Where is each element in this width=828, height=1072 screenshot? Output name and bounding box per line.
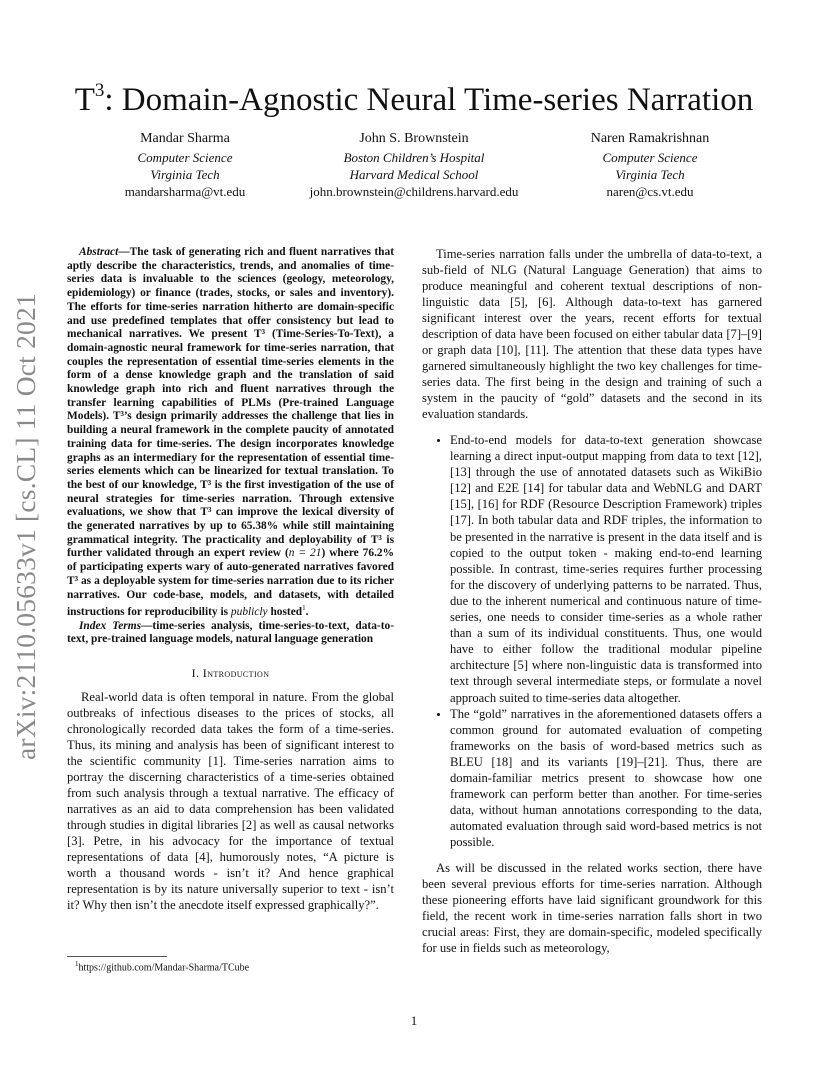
challenge-list <box>422 432 762 850</box>
author-department: Computer Science <box>137 150 233 165</box>
title-rest: : Domain-Agnostic Neural Time-series Narration <box>104 82 754 118</box>
author-institution: Virginia Tech <box>615 167 685 182</box>
title-superscript: 3 <box>94 80 105 101</box>
abstract-text-3: hosted <box>267 606 303 619</box>
list-item: • End-to-end models for data-to-text generation showcase learning a direct input-output mapping from data to text [12], [13] through the use of annotated datasets such as WikiBio [12] and E2E [14] for tabular data and WebNLG and DART [15], [16] for RDF (Resource Description Framework) triples [17]. In both tabular data and RDF triples, the information to be presented in the narrative is present in the data itself and is copied to the output token - making end-to-end learning possible. In contrast, time-series requires further processing for the discovery of underlying patterns to be narrated. Thus, due to the inherent numerical and continuous nature of time-series, one needs to consider time-series as a whole rather than a sum of its individual constituents. Thus, one would have to either follow the traditional modular pipeline architecture [5] where non-linguistic data is transformed into text through several intermediate steps, or formulate a novel approach suited to time-series data altogether. <box>450 432 762 706</box>
body-paragraph-1: Time-series narration falls under the umbrella of data-to-text, a sub-field of NLG (Natural Language Generation) that aims to produce meaningful and coherent textual descriptions of non-linguistic data [5], [6]. Although data-to-text has garnered significant interest over the years, recent efforts for textual description of data have been focused on either tabular data [7]–[9] or graph data [10], [11]. The attention that these data types have garnered simultaneously highlight the two key challenges for time-series data. The first being in the design and training of such a system in the paucity of “gold” datasets and the second in its evaluation standards. <box>422 247 762 421</box>
author-email: john.brownstein@childrens.harvard.edu <box>309 184 519 199</box>
paper-title <box>40 72 788 121</box>
author-name: John S. Brownstein <box>359 131 469 146</box>
page-number: 1 <box>410 1013 418 1028</box>
author-block-3 <box>535 130 765 200</box>
abstract-publicly: publicly <box>230 606 268 619</box>
abstract-lead: Abstract <box>79 246 119 258</box>
right-column <box>422 246 762 966</box>
title-t: T <box>74 82 95 118</box>
footnote-divider <box>67 956 167 957</box>
abstract <box>67 246 394 620</box>
abstract-text-2: ) where 76.2% of participating experts wary of auto-generated narratives favored T³ as a deployable system for time-series narration due to its richer narratives. Our code-base, models, and datasets, with detailed instructions for reproducibility is <box>67 547 394 619</box>
author-department: Boston Children’s Hospital <box>343 150 485 165</box>
index-terms-lead: Index Terms <box>79 619 142 632</box>
left-column <box>67 246 394 913</box>
footnote-marker: 1 <box>302 604 306 613</box>
index-terms-text: —time-series analysis, time-series-to-text, data-to-text, pre-trained language models, natural language generation <box>67 619 394 646</box>
body-paragraph-2: As will be discussed in the related works section, there have been several previous efforts for time-series narration. Although these pioneering efforts have laid significant groundwork for this field, the recent work in time-series narration falls short in two crucial areas: First, they are domain-specific, modeled specifically for use in fields such as meteorology, <box>422 861 762 956</box>
author-email: mandarsharma@vt.edu <box>124 184 246 199</box>
author-block-1 <box>70 130 300 200</box>
author-block-2 <box>296 130 532 200</box>
author-department: Computer Science <box>602 150 698 165</box>
author-name: Naren Ramakrishnan <box>590 131 710 146</box>
footnote-url: https://github.com/Mandar-Sharma/TCube <box>78 962 250 974</box>
footnote <box>75 960 249 973</box>
author-name: Mandar Sharma <box>140 131 230 146</box>
author-institution: Virginia Tech <box>150 167 220 182</box>
abstract-math: n = 21 <box>288 547 322 560</box>
abstract-end: . <box>305 606 309 619</box>
author-institution: Harvard Medical School <box>349 167 479 182</box>
footnote-mark: 1 <box>75 960 79 968</box>
section-heading-introduction: I. Introduction <box>191 666 270 681</box>
list-item: • The “gold” narratives in the aforementioned datasets offers a common ground for automated evaluation of competing frameworks on the basis of word-based metrics such as BLEU [18] and its variants [19]–[21]. Thus, there are domain-familiar metrics present to showcase how one framework can perform better than another. For time-series data, without human annotations corresponding to the data, automated evaluation through said word-based metrics is not possible. <box>450 706 762 851</box>
intro-paragraph: Real-world data is often temporal in nature. From the global outbreaks of infectious diseases to the prices of stocks, all chronologically recorded data takes the form of a time-series. Thus, its mining and analysis has been of significant interest to the scientific community [1]. Time-series narration aims to portray the discerning characteristics of a time-series obtained from such analysis through a textual narrative. The efficacy of narratives as an aid to data comprehension has been validated through studies in digital libraries [2] as well as causal networks [3]. Petre, in his advocacy for the importance of textual representations of data [4], humorously notes, “A picture is worth a thousand words - isn’t it? And hence graphical representation is by its nature universally superior to text - isn’t it? Why then isn’t the anecdote itself expressed graphically?”. <box>67 690 394 913</box>
arxiv-identifier-stamp: arXiv:2110.05633v1 [cs.CL] 11 Oct 2021 <box>10 293 41 760</box>
index-terms <box>67 620 394 647</box>
author-email: naren@cs.vt.edu <box>606 184 694 199</box>
abstract-text-1: —The task of generating rich and fluent narratives that aptly describe the characteristics, trends, and anomalies of time-series data is invaluable to the sciences (geology, meteorology, epidemiology) or finance (trades, stocks, or sales and inventory). The efforts for time-series narration hitherto are domain-specific and use predefined templates that offer consistency but lead to mechanical narratives. We present T³ (Time-Series-To-Text), a domain-agnostic neural framework for time-series narration, that couples the representation of essential time-series elements in the form of a dense knowledge graph and the translation of said knowledge graph into rich and fluent narratives through the transfer learning capabilities of PLMs (Pre-trained Language Models). T³’s design primarily addresses the challenge that lies in building a neural framework in the complete paucity of annotated training data for time-series. The design incorporates knowledge graphs as an intermediary for the representation of essential time-series elements which can be linearized for textual translation. To the best of our knowledge, T³ is the first investigation of the use of neural strategies for time-series narration. Through extensive evaluations, we show that T³ can improve the lexical diversity of the generated narratives by up to 65.38% while still maintaining grammatical integrity. The practicality and deployability of T³ is further validated through an expert review ( <box>67 246 394 560</box>
